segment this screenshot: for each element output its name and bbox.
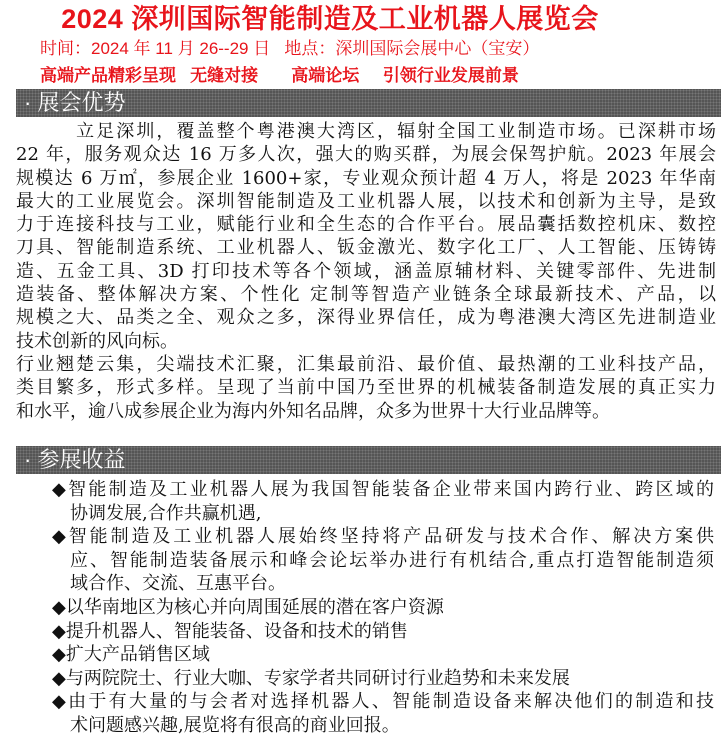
diamond-bullet-icon: ◆: [52, 620, 66, 642]
paragraph-line: 立足深圳，覆盖整个粤港澳大湾区，辐射全国工业制造市场。已深耕市场: [16, 121, 716, 142]
diamond-bullet-icon: ◆: [52, 596, 66, 618]
advantages-text: [16, 120, 716, 423]
diamond-bullet-icon: ◆: [52, 526, 69, 548]
section-header-advantages: · 展会优势: [16, 89, 721, 117]
diamond-bullet-icon: ◆: [52, 479, 69, 500]
diamond-bullet-icon: ◆: [52, 644, 66, 666]
list-item: [52, 690, 714, 737]
list-item-text: 由于有大量的与会者对选择机器人、智能制造设备来解决他们的制造和技: [68, 691, 715, 713]
list-item-text: 以华南地区为核心并向周围延展的潜在客户资源: [65, 596, 444, 618]
diamond-bullet-icon: ◆: [52, 667, 66, 689]
paragraph-line: 规模达 6 万㎡，参展企业 1600+家，专业观众预计超 4 万人，将是 2023 年华南: [16, 167, 716, 189]
list-item-text: 协调发展,合作共赢机遇,: [70, 502, 262, 524]
list-item: [52, 596, 714, 620]
paragraph-line: 22 年，服务观众达 16 万多人次，强大的购买群，为展会保驾护航。2023 年展会: [16, 144, 716, 166]
paragraph-line: 和水平，逾八成参展企业为海内外知名品牌，众多为世界十大行业品牌等。: [16, 400, 610, 422]
list-item: [52, 667, 714, 691]
paragraph-line: 规模之大、品类之全、观众之多，深得业界信任，成为粤港澳大湾区先进制造业: [16, 307, 716, 329]
list-item-text: 术问题感兴趣,展览将有很高的商业回报。: [70, 714, 400, 736]
list-item: [52, 620, 714, 644]
paragraph-line: 造、五金工具、3D 打印技术等各个领域，涵盖原辅材料、关键零部件、先进制: [16, 260, 716, 282]
paragraph-line: 技术创新的风向标。: [16, 330, 178, 352]
paragraph-line: 类目繁多，形式多样。呈现了当前中国乃至世界的机械装备制造发展的真正实力: [16, 377, 716, 399]
list-item-text: 智能制造及工业机器人展为我国智能装备企业带来国内跨行业、跨区域的: [68, 479, 715, 500]
paragraph-line: 力于连接科技与工业，赋能行业和全生态的合作平台。展品囊括数控机床、数控: [16, 214, 716, 236]
paragraph-line: 刀具、智能制造系统、工业机器人、钣金激光、数字化工厂、人工智能、压铸铸: [16, 237, 716, 259]
paragraph-line: 造装备、整体解决方案、个性化 定制等智造产业链条全球最新技术、产品，以: [16, 284, 716, 306]
event-slogan: 高端产品精彩呈现 无缝对接 高端论坛 引领行业发展前景: [40, 66, 519, 85]
diamond-bullet-icon: ◆: [52, 691, 69, 713]
list-item-text: 域合作、交流、互惠平台。: [70, 573, 286, 595]
paragraph-line: 最大的工业展览会。深圳智能制造及工业机器人展，以技术和创新为主导，是致: [16, 190, 716, 212]
paragraph-line: 行业翘楚云集，尖端技术汇聚，汇集最前沿、最价值、最热潮的工业科技产品，: [16, 353, 716, 375]
page-title: 2024 深圳国际智能制造及工业机器人展览会: [61, 4, 599, 34]
list-item-text: 扩大产品销售区域: [65, 644, 210, 666]
event-info: 时间：2024 年 11 月 26--29 日 地点：深圳国际会展中心（宝安）: [40, 39, 540, 58]
list-item-text: 智能制造及工业机器人展始终坚持将产品研发与技术合作、解决方案供: [68, 526, 715, 548]
list-item-text: 提升机器人、智能装备、设备和技术的销售: [65, 620, 408, 642]
list-item: [52, 643, 714, 667]
list-item-text: 应、智能制造装备展示和峰会论坛举办进行有机结合,重点打造智能制造须: [70, 549, 714, 571]
list-item-text: 与两院院士、行业大咖、专家学者共同研讨行业趋势和未来发展: [65, 667, 570, 689]
benefits-list: [52, 478, 714, 738]
list-item: [52, 525, 714, 596]
section-header-benefits: · 参展收益: [16, 446, 721, 474]
list-item: [52, 478, 714, 525]
